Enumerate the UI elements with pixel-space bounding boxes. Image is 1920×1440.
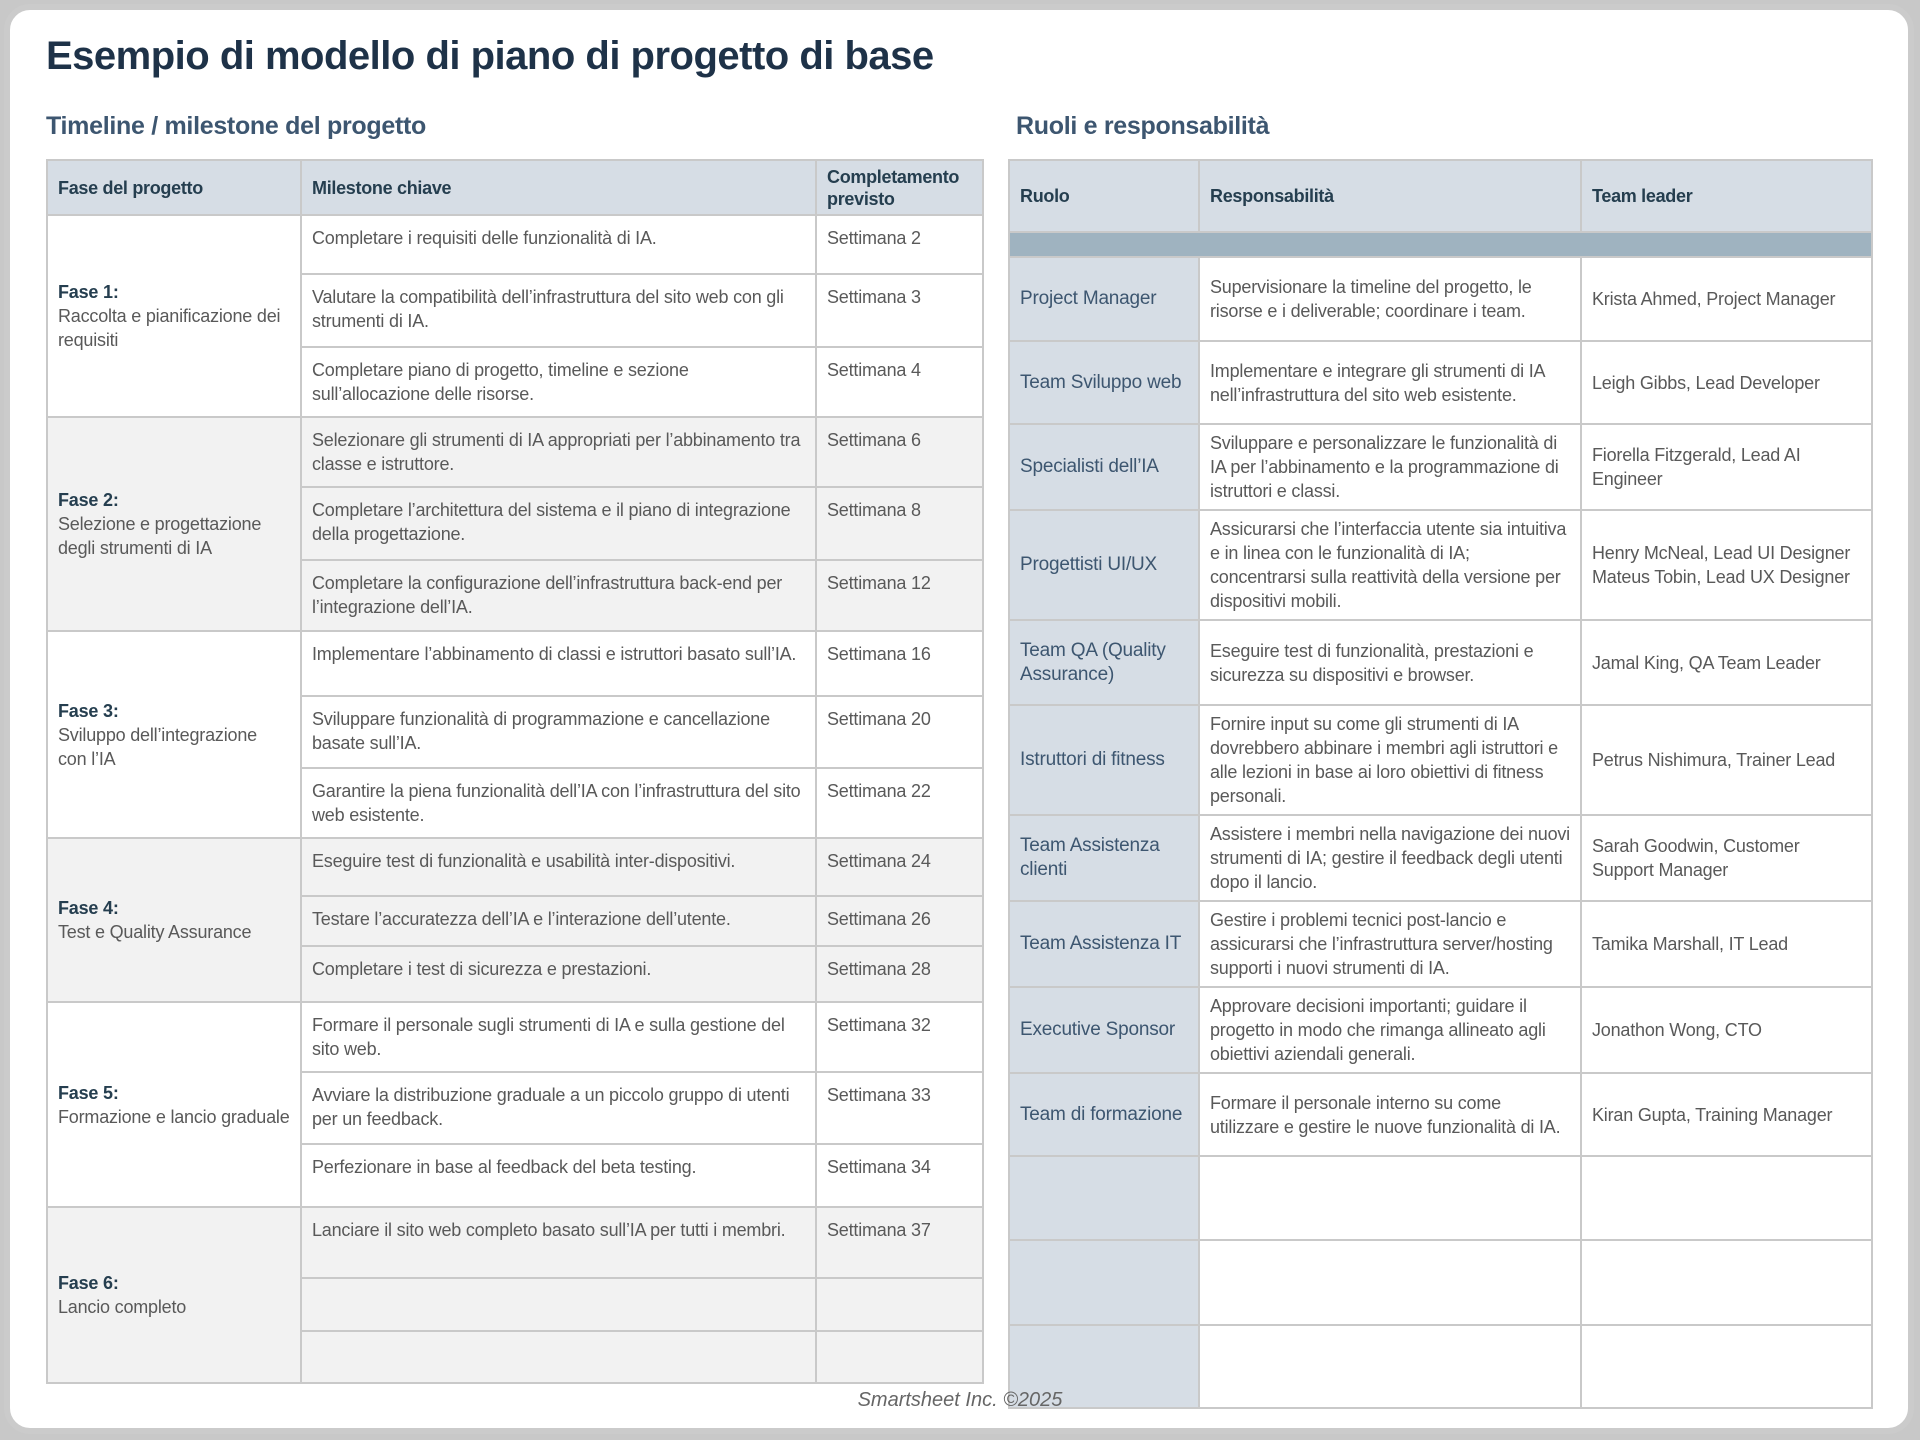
due-cell [816, 1278, 983, 1331]
role-cell [1009, 1240, 1199, 1325]
due-cell: Settimana 28 [816, 946, 983, 1002]
leader-cell: Tamika Marshall, IT Lead [1581, 901, 1872, 987]
timeline-table [46, 159, 984, 1384]
header-divider-strip [1009, 232, 1872, 257]
responsibility-cell: Assistere i membri nella navigazione dei nuovi strumenti di IA; gestire il feedback degli utenti dopo il lancio. [1199, 815, 1581, 901]
table-row [47, 417, 983, 487]
role-cell: Specialisti dell’IA [1009, 424, 1199, 510]
milestone-cell: Completare i requisiti delle funzionalità di IA. [301, 215, 816, 274]
table-row [1009, 510, 1872, 620]
page-title: Esempio di modello di piano di progetto di base [46, 34, 934, 78]
due-cell: Settimana 26 [816, 896, 983, 946]
roles-heading: Ruoli e responsabilità [1016, 112, 1270, 140]
table-row [1009, 901, 1872, 987]
milestone-cell: Sviluppare funzionalità di programmazione e cancellazione basate sull’IA. [301, 696, 816, 768]
leader-cell: Jonathon Wong, CTO [1581, 987, 1872, 1073]
due-cell: Settimana 33 [816, 1072, 983, 1144]
column-header-phase: Fase del progetto [47, 160, 301, 215]
column-header-responsibility: Responsabilità [1199, 160, 1581, 232]
milestone-cell: Lanciare il sito web completo basato sull’IA per tutti i membri. [301, 1207, 816, 1278]
due-cell: Settimana 12 [816, 560, 983, 631]
milestone-cell: Implementare l’abbinamento di classi e istruttori basato sull’IA. [301, 631, 816, 696]
role-cell: Team di formazione [1009, 1073, 1199, 1156]
column-header-completion: Completamento previsto [816, 160, 983, 215]
leader-cell [1581, 1240, 1872, 1325]
responsibility-cell: Assicurarsi che l’interfaccia utente sia intuitiva e in linea con le funzionalità di IA; concentrarsi sulla reattività della versione per dispositivi mobili. [1199, 510, 1581, 620]
table-row [1009, 705, 1872, 815]
role-cell: Istruttori di fitness [1009, 705, 1199, 815]
role-cell: Team QA (Quality Assurance) [1009, 620, 1199, 705]
leader-cell: Kiran Gupta, Training Manager [1581, 1073, 1872, 1156]
phase-cell [47, 417, 301, 631]
responsibility-cell: Gestire i problemi tecnici post-lancio e assicurarsi che l’infrastruttura server/hosting supporti i nuovi strumenti di IA. [1199, 901, 1581, 987]
due-cell: Settimana 6 [816, 417, 983, 487]
milestone-cell: Completare la configurazione dell’infrastruttura back-end per l’integrazione dell’IA. [301, 560, 816, 631]
responsibility-cell: Implementare e integrare gli strumenti di IA nell’infrastruttura del sito web esistente. [1199, 341, 1581, 424]
phase-description: Selezione e progettazione degli strumenti di IA [58, 514, 262, 558]
due-cell: Settimana 20 [816, 696, 983, 768]
table-row [1009, 341, 1872, 424]
phase-description: Raccolta e pianificazione dei requisiti [58, 306, 281, 350]
table-row [1009, 987, 1872, 1073]
milestone-cell: Valutare la compatibilità dell’infrastruttura del sito web con gli strumenti di IA. [301, 274, 816, 347]
milestone-cell: Garantire la piena funzionalità dell’IA con l’infrastruttura del sito web esistente. [301, 768, 816, 838]
responsibility-cell: Fornire input su come gli strumenti di IA dovrebbero abbinare i membri agli istruttori e alle lezioni in base ai loro obiettivi di fitness personali. [1199, 705, 1581, 815]
table-row [47, 1207, 983, 1278]
due-cell: Settimana 24 [816, 838, 983, 896]
table-row [1009, 1240, 1872, 1325]
due-cell [816, 1331, 983, 1383]
responsibility-cell: Sviluppare e personalizzare le funzionalità di IA per l’abbinamento e la programmazione di istruttori e classi. [1199, 424, 1581, 510]
role-cell: Team Assistenza clienti [1009, 815, 1199, 901]
due-cell: Settimana 22 [816, 768, 983, 838]
due-cell: Settimana 16 [816, 631, 983, 696]
leader-cell: Petrus Nishimura, Trainer Lead [1581, 705, 1872, 815]
milestone-cell: Avviare la distribuzione graduale a un piccolo gruppo di utenti per un feedback. [301, 1072, 816, 1144]
responsibility-cell: Eseguire test di funzionalità, prestazioni e sicurezza su dispositivi e browser. [1199, 620, 1581, 705]
milestone-cell: Completare piano di progetto, timeline e sezione sull’allocazione delle risorse. [301, 347, 816, 417]
leader-cell: Henry McNeal, Lead UI Designer Mateus Tobin, Lead UX Designer [1581, 510, 1872, 620]
role-cell: Project Manager [1009, 257, 1199, 341]
phase-description: Lancio completo [58, 1297, 187, 1317]
due-cell: Settimana 8 [816, 487, 983, 560]
table-row [1009, 424, 1872, 510]
phase-cell [47, 1207, 301, 1383]
roles-table [1008, 159, 1873, 1409]
role-cell: Team Assistenza IT [1009, 901, 1199, 987]
column-header-team-leader: Team leader [1581, 160, 1872, 232]
milestone-cell: Perfezionare in base al feedback del beta testing. [301, 1144, 816, 1207]
table-row [47, 215, 983, 274]
role-cell: Executive Sponsor [1009, 987, 1199, 1073]
leader-cell: Jamal King, QA Team Leader [1581, 620, 1872, 705]
role-cell: Team Sviluppo web [1009, 341, 1199, 424]
leader-cell: Sarah Goodwin, Customer Support Manager [1581, 815, 1872, 901]
responsibility-cell: Approvare decisioni importanti; guidare il progetto in modo che rimanga allineato agli obiettivi aziendali generali. [1199, 987, 1581, 1073]
table-row [1009, 815, 1872, 901]
role-cell [1009, 1156, 1199, 1240]
leader-cell: Leigh Gibbs, Lead Developer [1581, 341, 1872, 424]
phase-title: Fase 4: [58, 898, 119, 918]
milestone-cell: Eseguire test di funzionalità e usabilità inter-dispositivi. [301, 838, 816, 896]
table-row [1009, 257, 1872, 341]
phase-description: Sviluppo dell’integrazione con l’IA [58, 724, 257, 769]
milestone-cell: Selezionare gli strumenti di IA appropriati per l’abbinamento tra classe e istruttore. [301, 417, 816, 487]
column-header-role: Ruolo [1009, 160, 1199, 232]
timeline-heading: Timeline / milestone del progetto [46, 112, 426, 140]
milestone-cell: Testare l’accuratezza dell’IA e l’interazione dell’utente. [301, 896, 816, 946]
responsibility-cell [1199, 1156, 1581, 1240]
due-cell: Settimana 32 [816, 1002, 983, 1072]
phase-title: Fase 5: [58, 1082, 119, 1103]
table-row [47, 631, 983, 696]
phase-cell [47, 838, 301, 1002]
milestone-cell: Completare l’architettura del sistema e il piano di integrazione della progettazione. [301, 487, 816, 560]
due-cell: Settimana 3 [816, 274, 983, 347]
table-row [47, 1002, 983, 1072]
due-cell: Settimana 37 [816, 1207, 983, 1278]
table-row [1009, 1073, 1872, 1156]
milestone-cell [301, 1331, 816, 1383]
responsibility-cell: Formare il personale interno su come utilizzare e gestire le nuove funzionalità di IA. [1199, 1073, 1581, 1156]
due-cell: Settimana 34 [816, 1144, 983, 1207]
responsibility-cell [1199, 1240, 1581, 1325]
column-header-milestone: Milestone chiave [301, 160, 816, 215]
phase-title: Fase 6: [58, 1273, 119, 1293]
phase-title: Fase 1: [58, 282, 119, 302]
phase-cell [47, 215, 301, 417]
milestone-cell [301, 1278, 816, 1331]
table-row [1009, 1156, 1872, 1240]
role-cell: Progettisti UI/UX [1009, 510, 1199, 620]
table-row [1009, 620, 1872, 705]
due-cell: Settimana 2 [816, 215, 983, 274]
phase-title: Fase 3: [58, 700, 119, 721]
phase-title: Fase 2: [58, 490, 119, 510]
leader-cell: Fiorella Fitzgerald, Lead AI Engineer [1581, 424, 1872, 510]
phase-description: Test e Quality Assurance [58, 922, 252, 942]
milestone-cell: Completare i test di sicurezza e prestazioni. [301, 946, 816, 1002]
leader-cell [1581, 1156, 1872, 1240]
responsibility-cell: Supervisionare la timeline del progetto, le risorse e i deliverable; coordinare i team. [1199, 257, 1581, 341]
phase-description: Formazione e lancio graduale [58, 1106, 290, 1127]
copyright-footer: Smartsheet Inc. ©2025 [857, 1389, 1063, 1411]
phase-cell [47, 1002, 301, 1207]
table-row [47, 838, 983, 896]
leader-cell: Krista Ahmed, Project Manager [1581, 257, 1872, 341]
milestone-cell: Formare il personale sugli strumenti di IA e sulla gestione del sito web. [301, 1002, 816, 1072]
phase-cell [47, 631, 301, 838]
due-cell: Settimana 4 [816, 347, 983, 417]
